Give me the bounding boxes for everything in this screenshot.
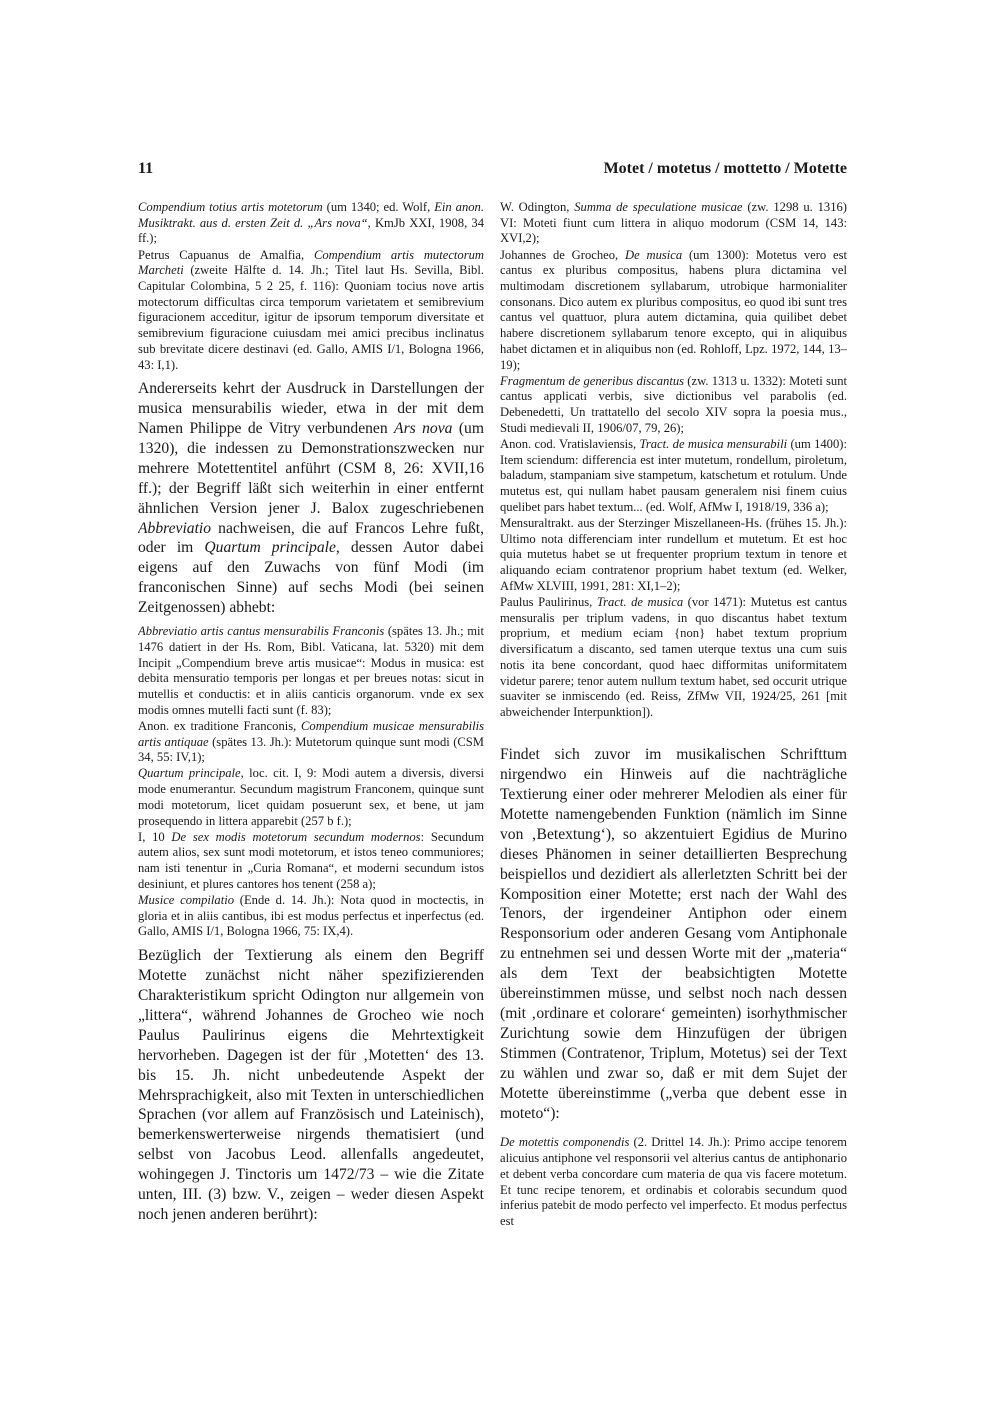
- source-entry: Mensuraltrakt. aus der Sterzinger Miszellaneen-Hs. (frühes 15. Jh.): Ultimo nota differenciam inter rundellum et mutetum. Et est hoc quia mutetus habet se ut frequenter proprium textum in tenore et aliquando eciam contratenor proprium habet textum (ed. Welker, AfMw XLVIII, 1991, 281: XI,1–2);: [500, 516, 847, 593]
- body-paragraph: Bezüglich der Textierung als einem den Begriff Motette zunächst nicht näher spezifizierenden Charakteristikum spricht Odington nur allgemein von „littera“, während Johannes de Grocheo wie noch Paulus Paulirinus eigens die Mehrtextigkeit hervorheben. Dagegen ist der für ‚Motetten‘ des 13. bis 15. Jh. nicht unbedeutende Aspekt der Mehrsprachigkeit, also mit Texten in unterschiedlichen Sprachen (vor allem auf Französisch und Lateinisch), bemerkenswerterweise nirgends thematisiert (und selbst von Jacobus Leod. allenfalls angedeutet, wohingegen J. Tinctoris um 1472/73 – wie die Zitate unten, III. (3) bzw. V., zeigen – weder diesen Aspekt noch jenen anderen berührt):: [138, 947, 484, 1223]
- source-entry: Anon. cod. Vratislaviensis, Tract. de musica mensurabili (um 1400): Item sciendum: differencia est inter mutetum, rondellum, piroletum, baladum, stampaniam sive stampetum, katschetum et rotulum. Unde mutetus est, qui nullam habet pausam generalem nisi finem cuius quelibet pars habet textum... (ed. Wolf, AfMw I, 1918/19, 336 a);: [500, 437, 847, 514]
- body-paragraph: Findet sich zuvor im musikalischen Schrifttum nirgendwo ein Hinweis auf die nachträgliche Textierung einer oder mehrerer Melodien als einer für Motette namengebenden Funktion (nämlich im Sinne von ‚Betextung‘), so akzentuiert Egidius de Murino dieses Phänomen in seiner detaillierten Besprechung beispiellos und dezidiert als allerletzten Schritt bei der Komposition einer Motette; erst nach der Wahl des Tenors, der irgendeiner Antiphon oder einem Responsorium oder anderen Gesang vom Antiphonale zu entnehmen sei und dessen Worte mit der „materia“ als dem Text der beabsichtigten Motette übereinstimmen müsse, und selbst noch nach dessen (mit ‚ordinare et colorare‘ gemeinten) isorhythmischer Zurichtung sowie dem Hinzufügen der übrigen Stimmen (Contratenor, Triplum, Motetus) sei der Text zu wählen und zwar so, daß er mit dem Sujet der Motette übereinstimme („verba que debent esse in moteto“):: [500, 746, 847, 1122]
- page-header: [138, 160, 847, 184]
- source-entry: I, 10 De sex modis motetorum secundum modernos: Secundum autem alios, sex sunt modi motetorum, et istos teneo communiores; nam isti tenentur in „Curia Romana“, et moderni secundum istos desiniunt, et plures cantores hos tenent (258 a);: [138, 829, 484, 891]
- paragraph-gap: [500, 721, 847, 739]
- source-entry: Quartum principale, loc. cit. I, 9: Modi autem a diversis, diversi mode enumerantur. Secundum magistrum Franconem, quinque sunt modi motetorum, licet quidam posuerunt sex, et bene, ut jam prosequendo in littera apparebit (257 b f.);: [138, 766, 484, 828]
- source-entry: Johannes de Grocheo, De musica (um 1300): Motetus vero est cantus ex pluribus compositus, habens plura dictamina vel multimodam discretionem syllabarum, utrobique harmonialiter consonans. Dico autem ex pluribus compositus, eo quod ibi sunt tres cantus vel quattuor, plura autem dictamina, quia quilibet debet habere discretionem syllabarum tenore excepto, qui in aliquibus habet dictamen et in aliquibus non (ed. Rohloff, Lpz. 1972, 144, 13–19);: [500, 247, 847, 372]
- running-title: Motet / motetus / mottetto / Motette: [603, 160, 847, 177]
- left-column: [138, 200, 484, 1360]
- source-entry: Musice compilatio (Ende d. 14. Jh.): Nota quod in moctectis, in gloria et in aliis cantibus, ibi est modus perfectus et inperfectus (ed. Gallo, AMIS I/1, Bologna 1966, 75: IX,4).: [138, 893, 484, 939]
- page-number: 11: [138, 160, 154, 177]
- source-entry: Compendium totius artis motetorum (um 1340; ed. Wolf, Ein anon. Musiktrakt. aus d. ersten Zeit d. „Ars nova“, KmJb XXI, 1908, 34 ff.);: [138, 200, 484, 246]
- source-entry: Anon. ex traditione Franconis, Compendium musicae mensurabilis artis antiquae (spätes 13. Jh.): Mutetorum quinque sunt modi (CSM 34, 55: IV,1);: [138, 718, 484, 765]
- source-entry: W. Odington, Summa de speculatione musicae (zw. 1298 u. 1316) VI: Moteti fiunt cum littera in aliquo modorum (CSM 14, 143: XVI,2);: [500, 200, 847, 246]
- right-column: [500, 200, 847, 1360]
- source-entry: Fragmentum de generibus discantus (zw. 1313 u. 1332): Moteti sunt cantus applicati verbis, sive dictionibus vel parabolis (ed. Debenedetti, Un trattatello del secolo XIV sopra la poesia mus., Studi medievali II, 1906/07, 79, 26);: [500, 373, 847, 435]
- source-entry: De motettis componendis (2. Drittel 14. Jh.): Primo accipe tenorem alicuius antiphone vel responsorii vel alterius cantus de antiphonario et debent verba concordare cum materia de qua vis facere motetum. Et tunc recipe tenorem, et ordinabis et colorabis secundum quod inferius patebit de modo perfecto vel imperfecto. Et modus perfectus est: [500, 1135, 847, 1228]
- source-entry: Abbreviatio artis cantus mensurabilis Franconis (spätes 13. Jh.; mit 1476 datiert in der Hs. Rom, Bibl. Vaticana, lat. 5320) mit dem Incipit „Compendium breve artis musicae“: Modus in musica: est debita mensuratio temporis per longas et per breues notas: sicut in mutellis et conductis: et in aliis canticis organorum. vnde ex sex modis omnes mutelli facti sunt (f. 83);: [138, 624, 484, 717]
- source-entry: Paulus Paulirinus, Tract. de musica (vor 1471): Mutetus est cantus mensuralis per triplum vadens, in quo discantus habet textum proprium, et medium eciam {non} habet textum proprium diversificatum a discanto, sed tamen uterque textus una cum suis notis ita bene concordant, quod haec difformitas uniformitatem videtur parere; tenor autem nullum textum habet, sed occurit utrique suaviter se inmiscendo (ed. Reiss, ZfMw VII, 1924/25, 261 [mit abweichender Interpunktion]).: [500, 595, 847, 719]
- source-entry: Petrus Capuanus de Amalfia, Compendium artis mutectorum Marcheti (zweite Hälfte d. 14. Jh.; Titel laut Hs. Sevilla, Bibl. Capitular Colombina, 5 2 25, f. 116): Quoniam tocius nove artis motectorum difficultas circa temporum varietatem et semibrevium figuracionem acceditur, igitur de ipsorum temporum diversitate et semibrevium figuracione cuiusdam mei amici precibus inclinatus sub brevitate dicere destinavi (ed. Gallo, AMIS I/1, Bologna 1966, 43: I,1).: [138, 247, 484, 372]
- body-paragraph: Andererseits kehrt der Ausdruck in Darstellungen der musica mensurabilis wieder, etwa in der mit dem Namen Philippe de Vitry verbundenen Ars nova (um 1320), die indessen zu Demonstrationszwecken nur mehrere Motettentitel anführt (CSM 8, 26: XVII,16 ff.); der Begriff läßt sich weiterhin in einer entfernt ähnlichen Version jener J. Balox zugeschriebenen Abbreviatio nachweisen, die auf Francos Lehre fußt, oder im Quartum principale, dessen Autor dabei eigens auf den Zuwachs von fünf Modi (im franconischen Sinne) auf sechs Modi (bei seinen Zeitgenossen) abhebt:: [138, 380, 484, 617]
